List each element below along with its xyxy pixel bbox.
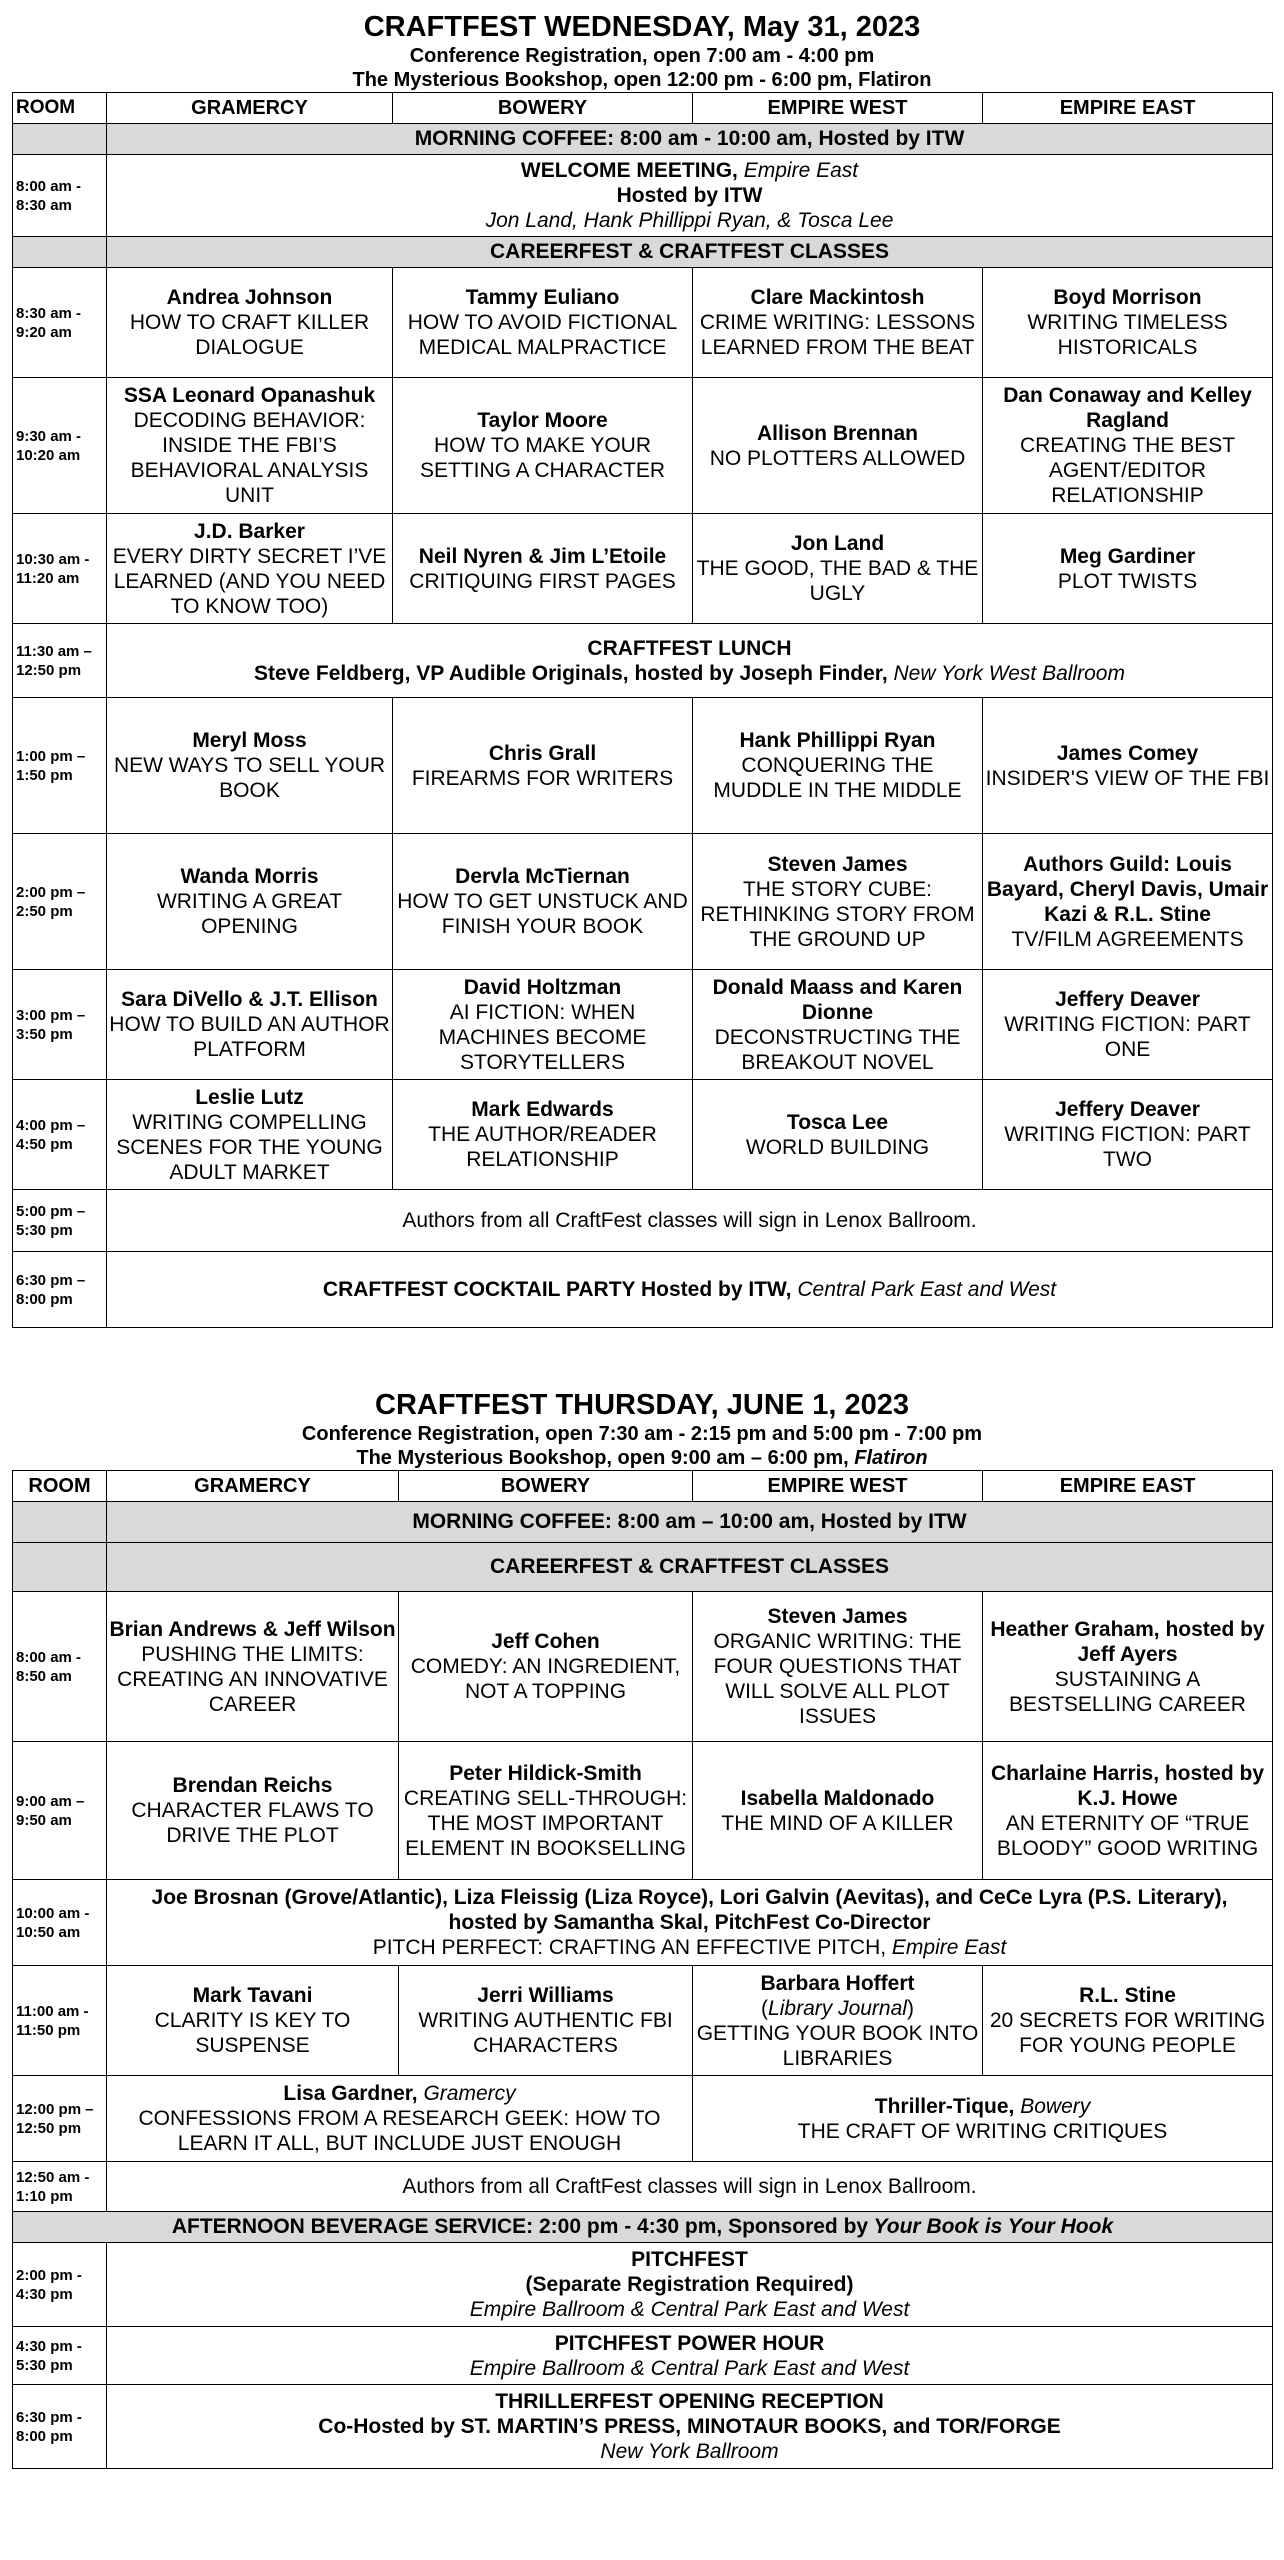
time-cell: 8:30 am - 9:20 am — [13, 268, 107, 378]
session-cell: Neil Nyren & Jim L’Etoile CRITIQUING FIRST PAGES — [393, 514, 693, 624]
room-header: ROOM — [13, 1471, 107, 1502]
session-cell: Hank Phillippi Ryan CONQUERING THE MUDDLE IN THE MIDDLE — [693, 698, 983, 834]
welcome-meeting: WELCOME MEETING, Empire East Hosted by ITW Jon Land, Hank Phillippi Ryan, & Tosca Lee — [107, 155, 1273, 237]
session-row — [13, 2076, 1273, 2162]
signing-note: Authors from all CraftFest classes will sign in Lenox Ballroom. — [107, 2162, 1273, 2212]
time-cell: 12:00 pm – 12:50 pm — [13, 2076, 107, 2162]
coffee-banner: MORNING COFFEE: 8:00 am – 10:00 am, Hosted by ITW — [107, 1502, 1273, 1543]
coffee-row — [13, 124, 1273, 155]
header-row — [13, 93, 1273, 124]
opening-reception: THRILLERFEST OPENING RECEPTION Co-Hosted by ST. MARTIN’S PRESS, MINOTAUR BOOKS, and TOR/FORGE New York Ballroom — [107, 2385, 1273, 2469]
session-row — [13, 1080, 1273, 1190]
time-cell: 9:00 am – 9:50 am — [13, 1742, 107, 1880]
time-cell: 2:00 pm - 4:30 pm — [13, 2243, 107, 2327]
session-cell: Meg Gardiner PLOT TWISTS — [983, 514, 1273, 624]
beverage-banner: AFTERNOON BEVERAGE SERVICE: 2:00 pm - 4:30 pm, Sponsored by Your Book is Your Hook — [13, 2212, 1273, 2243]
session-row — [13, 514, 1273, 624]
time-cell: 10:00 am - 10:50 am — [13, 1880, 107, 1966]
time-cell: 9:30 am - 10:20 am — [13, 378, 107, 514]
signing-row — [13, 1190, 1273, 1252]
session-cell: Chris Grall FIREARMS FOR WRITERS — [393, 698, 693, 834]
session-cell: Meryl Moss NEW WAYS TO SELL YOUR BOOK — [107, 698, 393, 834]
session-cell: Thriller-Tique, Bowery THE CRAFT OF WRITING CRITIQUES — [693, 2076, 1273, 2162]
session-cell: Peter Hildick-Smith CREATING SELL-THROUGH: THE MOST IMPORTANT ELEMENT IN BOOKSELLING — [399, 1742, 693, 1880]
session-cell: Jeffery Deaver WRITING FICTION: PART TWO — [983, 1080, 1273, 1190]
bowery-header: BOWERY — [393, 93, 693, 124]
session-cell: Mark Edwards THE AUTHOR/READER RELATIONSHIP — [393, 1080, 693, 1190]
coffee-banner: MORNING COFFEE: 8:00 am - 10:00 am, Hosted by ITW — [107, 124, 1273, 155]
session-cell: Jerri Williams WRITING AUTHENTIC FBI CHARACTERS — [399, 1966, 693, 2076]
session-row — [13, 970, 1273, 1080]
session-cell: Andrea Johnson HOW TO CRAFT KILLER DIALOGUE — [107, 268, 393, 378]
session-cell: James Comey INSIDER'S VIEW OF THE FBI — [983, 698, 1273, 834]
thursday-table — [12, 1470, 1273, 2469]
cocktail-row — [13, 1252, 1273, 1328]
power-hour-row — [13, 2327, 1273, 2385]
session-row — [13, 834, 1273, 970]
session-cell: Donald Maass and Karen Dionne DECONSTRUCTING THE BREAKOUT NOVEL — [693, 970, 983, 1080]
thursday-schedule — [12, 1388, 1272, 2469]
session-cell: Sara DiVello & J.T. Ellison HOW TO BUILD AN AUTHOR PLATFORM — [107, 970, 393, 1080]
time-cell: 4:00 pm – 4:50 pm — [13, 1080, 107, 1190]
time-cell: 2:00 pm – 2:50 pm — [13, 834, 107, 970]
classes-row — [13, 237, 1273, 268]
session-cell: Dervla McTiernan HOW TO GET UNSTUCK AND FINISH YOUR BOOK — [393, 834, 693, 970]
coffee-row — [13, 1502, 1273, 1543]
session-cell: Allison Brennan NO PLOTTERS ALLOWED — [693, 378, 983, 514]
pitch-perfect-row — [13, 1880, 1273, 1966]
session-cell: R.L. Stine 20 SECRETS FOR WRITING FOR YOUNG PEOPLE — [983, 1966, 1273, 2076]
time-cell: 6:30 pm - 8:00 pm — [13, 2385, 107, 2469]
wednesday-schedule — [12, 10, 1272, 1328]
classes-banner: CAREERFEST & CRAFTFEST CLASSES — [107, 1543, 1273, 1592]
session-cell: Barbara Hoffert (Library Journal) GETTING YOUR BOOK INTO LIBRARIES — [693, 1966, 983, 2076]
time-cell: 10:30 am - 11:20 am — [13, 514, 107, 624]
session-cell: Lisa Gardner, Gramercy CONFESSIONS FROM A RESEARCH GEEK: HOW TO LEARN IT ALL, BUT INCLUDE JUST ENOUGH — [107, 2076, 693, 2162]
session-cell: Jeff Cohen COMEDY: AN INGREDIENT, NOT A TOPPING — [399, 1592, 693, 1742]
header-row — [13, 1471, 1273, 1502]
time-cell: 11:00 am - 11:50 pm — [13, 1966, 107, 2076]
wednesday-registration: Conference Registration, open 7:00 am - 4:00 pm — [409, 45, 875, 67]
thursday-title: CRAFTFEST THURSDAY, JUNE 1, 2023 — [375, 1389, 909, 1421]
session-cell: SSA Leonard Opanashuk DECODING BEHAVIOR: INSIDE THE FBI’S BEHAVIORAL ANALYSIS UNIT — [107, 378, 393, 514]
bowery-header: BOWERY — [399, 1471, 693, 1502]
session-cell: J.D. Barker EVERY DIRTY SECRET I’VE LEARNED (AND YOU NEED TO KNOW TOO) — [107, 514, 393, 624]
session-cell: Steven James ORGANIC WRITING: THE FOUR QUESTIONS THAT WILL SOLVE ALL PLOT ISSUES — [693, 1592, 983, 1742]
time-cell: 5:00 pm – 5:30 pm — [13, 1190, 107, 1252]
wednesday-bookshop: The Mysterious Bookshop, open 12:00 pm - 6:00 pm, Flatiron — [352, 69, 932, 91]
time-cell: 4:30 pm - 5:30 pm — [13, 2327, 107, 2385]
time-cell: 8:00 am - 8:50 am — [13, 1592, 107, 1742]
session-cell: Dan Conaway and Kelley Ragland CREATING THE BEST AGENT/EDITOR RELATIONSHIP — [983, 378, 1273, 514]
room-header: ROOM — [13, 93, 107, 124]
gramercy-header: GRAMERCY — [107, 93, 393, 124]
time-cell: 3:00 pm – 3:50 pm — [13, 970, 107, 1080]
session-cell: Authors Guild: Louis Bayard, Cheryl Davis, Umair Kazi & R.L. Stine TV/FILM AGREEMENTS — [983, 834, 1273, 970]
session-cell: Clare Mackintosh CRIME WRITING: LESSONS LEARNED FROM THE BEAT — [693, 268, 983, 378]
empire-west-header: EMPIRE WEST — [693, 1471, 983, 1502]
wednesday-table — [12, 92, 1273, 1328]
session-cell: Heather Graham, hosted by Jeff Ayers SUSTAINING A BESTSELLING CAREER — [983, 1592, 1273, 1742]
session-row — [13, 1742, 1273, 1880]
pitch-perfect-panel: Joe Brosnan (Grove/Atlantic), Liza Fleissig (Liza Royce), Lori Galvin (Aevitas), and CeCe Lyra (P.S. Literary), hosted by Samantha Skal, PitchFest Co-Director PITCH PERFECT: CRAFTING AN EFFECTIVE PITCH, Empire East — [107, 1880, 1273, 1966]
craftfest-lunch: CRAFTFEST LUNCH Steve Feldberg, VP Audible Originals, hosted by Joseph Finder, New York West Ballroom — [107, 624, 1273, 698]
session-cell: Tammy Euliano HOW TO AVOID FICTIONAL MEDICAL MALPRACTICE — [393, 268, 693, 378]
session-cell: Leslie Lutz WRITING COMPELLING SCENES FOR THE YOUNG ADULT MARKET — [107, 1080, 393, 1190]
pitchfest-event: PITCHFEST (Separate Registration Required) Empire Ballroom & Central Park East and West — [107, 2243, 1273, 2327]
session-row — [13, 698, 1273, 834]
wednesday-title: CRAFTFEST WEDNESDAY, May 31, 2023 — [363, 11, 921, 43]
session-cell: Mark Tavani CLARITY IS KEY TO SUSPENSE — [107, 1966, 399, 2076]
empire-east-header: EMPIRE EAST — [983, 1471, 1273, 1502]
session-cell: Brendan Reichs CHARACTER FLAWS TO DRIVE THE PLOT — [107, 1742, 399, 1880]
session-cell: Boyd Morrison WRITING TIMELESS HISTORICALS — [983, 268, 1273, 378]
session-cell: Brian Andrews & Jeff Wilson PUSHING THE LIMITS: CREATING AN INNOVATIVE CAREER — [107, 1592, 399, 1742]
session-cell: Jeffery Deaver WRITING FICTION: PART ONE — [983, 970, 1273, 1080]
session-cell: Tosca Lee WORLD BUILDING — [693, 1080, 983, 1190]
empire-west-header: EMPIRE WEST — [693, 93, 983, 124]
thursday-bookshop: The Mysterious Bookshop, open 9:00 am – 6:00 pm, Flatiron — [356, 1447, 928, 1469]
session-row — [13, 378, 1273, 514]
signing-row — [13, 2162, 1273, 2212]
beverage-row — [13, 2212, 1273, 2243]
reception-row — [13, 2385, 1273, 2469]
session-cell: David Holtzman AI FICTION: WHEN MACHINES BECOME STORYTELLERS — [393, 970, 693, 1080]
thursday-registration: Conference Registration, open 7:30 am - 2:15 pm and 5:00 pm - 7:00 pm — [301, 1423, 983, 1445]
session-cell: Charlaine Harris, hosted by K.J. Howe AN ETERNITY OF “TRUE BLOODY” GOOD WRITING — [983, 1742, 1273, 1880]
session-row — [13, 1592, 1273, 1742]
time-cell: 6:30 pm – 8:00 pm — [13, 1252, 107, 1328]
power-hour-event: PITCHFEST POWER HOUR Empire Ballroom & Central Park East and West — [107, 2327, 1273, 2385]
time-cell: 1:00 pm – 1:50 pm — [13, 698, 107, 834]
time-cell: 11:30 am – 12:50 pm — [13, 624, 107, 698]
gramercy-header: GRAMERCY — [107, 1471, 399, 1502]
session-cell: Steven James THE STORY CUBE: RETHINKING STORY FROM THE GROUND UP — [693, 834, 983, 970]
empire-east-header: EMPIRE EAST — [983, 93, 1273, 124]
session-cell: Taylor Moore HOW TO MAKE YOUR SETTING A CHARACTER — [393, 378, 693, 514]
session-row — [13, 268, 1273, 378]
session-row — [13, 1966, 1273, 2076]
time-cell: 12:50 am - 1:10 pm — [13, 2162, 107, 2212]
session-cell: Wanda Morris WRITING A GREAT OPENING — [107, 834, 393, 970]
signing-note: Authors from all CraftFest classes will sign in Lenox Ballroom. — [107, 1190, 1273, 1252]
time-cell: 8:00 am - 8:30 am — [13, 155, 107, 237]
classes-row — [13, 1543, 1273, 1592]
classes-banner: CAREERFEST & CRAFTFEST CLASSES — [107, 237, 1273, 268]
session-cell: Isabella Maldonado THE MIND OF A KILLER — [693, 1742, 983, 1880]
cocktail-party: CRAFTFEST COCKTAIL PARTY Hosted by ITW, Central Park East and West — [107, 1252, 1273, 1328]
welcome-row — [13, 155, 1273, 237]
pitchfest-row — [13, 2243, 1273, 2327]
lunch-row — [13, 624, 1273, 698]
session-cell: Jon Land THE GOOD, THE BAD & THE UGLY — [693, 514, 983, 624]
